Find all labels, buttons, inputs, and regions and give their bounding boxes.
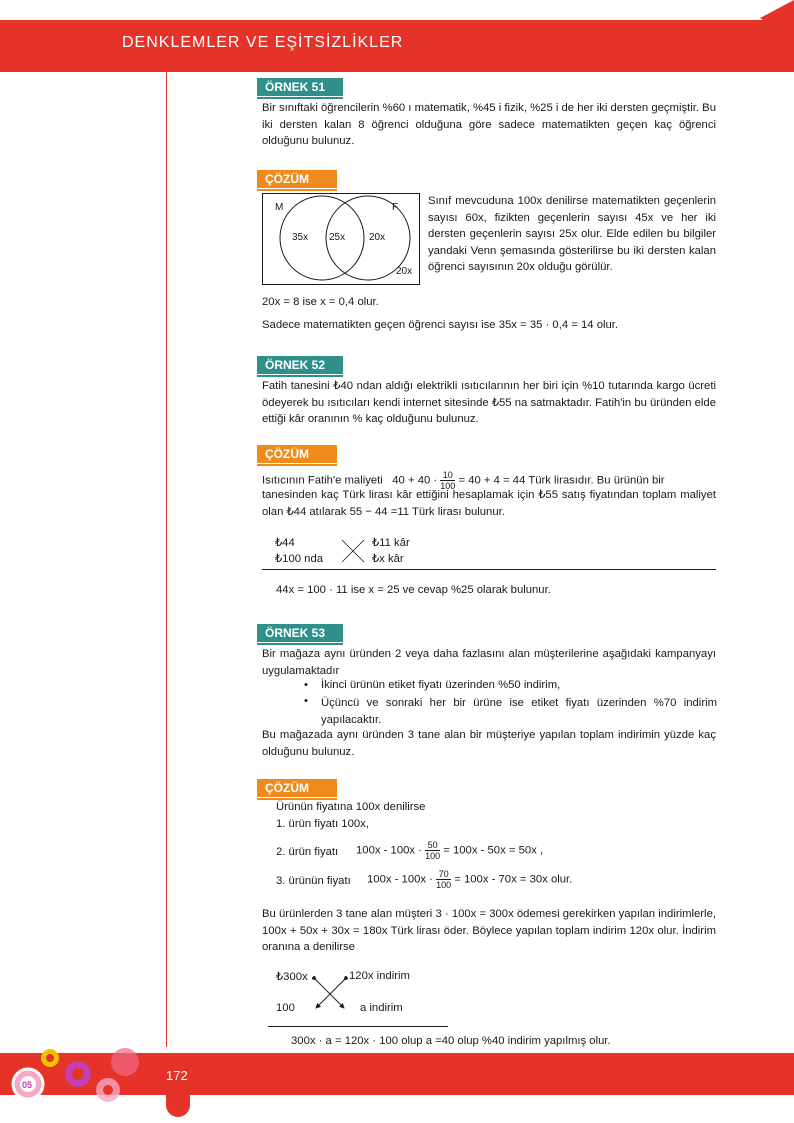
divider-line [262, 569, 716, 570]
proportion-52-left-2: ₺100 nda [275, 553, 324, 565]
bullet-icon: • [304, 679, 308, 691]
solution-53-paragraph: Bu ürünlerden 3 tane alan müşteri 3 · 100x = 300x ödemesi gerekirken yapılan indirimlerle, 100x + 50x + 30x = 180x Türk lirası öder. Böylece yapılan toplam indirim 120x olur. İndirim oranına a denilirse [262, 908, 716, 953]
example-52-label: ÖRNEK 52 [257, 356, 343, 374]
venn-label-m: M [275, 202, 284, 213]
cost-result: = 40 + 4 = 44 [458, 474, 526, 487]
solution-53-s4-expr: 100x - 100x · $\frac{70}{100}$ = 100x - 70x = 30x olur. [367, 869, 573, 890]
example-53-bullet1: İkinci ürünün etiket fiyatı üzerinden %50 indirim, [321, 679, 561, 691]
example-51-text: Bir sınıftaki öğrencilerin %60 ı matematik, %45 i fizik, %25 i de her iki dersten geçmiştir. Bu iki dersten kalan 8 öğrenci olduğuna göre sadece matematikten geçen kaç öğrenci olduğunu bulunuz. [262, 102, 716, 147]
divider-line [268, 1026, 448, 1027]
cross-arrows-icon [312, 976, 348, 1012]
example-53-intro: Bir mağaza aynı üründen 2 veya daha fazlasını alan müşterilerine aşağıdaki kampanyayı uygulamaktadır [262, 648, 716, 677]
proportion-53-left-2: 100 [276, 1002, 295, 1014]
corner-decoration [760, 0, 794, 40]
solution-52-result: 44x = 100 · 11 ise x = 25 ve cevap %25 olarak bulunur. [276, 584, 551, 596]
gear-label: 05 [22, 1080, 33, 1090]
solution-53-s1: Ürünün fiyatına 100x denilirse [276, 801, 426, 813]
venn-middle-value: 25x [329, 232, 346, 243]
cross-multiply-icon [340, 538, 366, 564]
cost-text-end: Türk lirasıdır. Bu ürünün bir [528, 474, 665, 487]
proportion-52-right-2: ₺x kâr [372, 553, 404, 565]
example-51-label: ÖRNEK 51 [257, 78, 343, 96]
venn-outside-value: 20x [396, 266, 413, 277]
venn-label-f: F [392, 202, 399, 213]
fraction-50-100: $\frac{50}{100}$ [425, 840, 441, 861]
solution-53-result: 300x · a = 120x · 100 olup a =40 olup %40 indirim yapılmış olur. [291, 1035, 611, 1047]
bullet-icon: • [304, 695, 308, 707]
proportion-53-left-1: ₺300x [276, 971, 308, 983]
proportion-53-right-2: a indirim [360, 1002, 403, 1014]
solution-53-label: ÇÖZÜM [257, 779, 337, 797]
solution-53-s3-label: 2. ürün fiyatı [276, 846, 339, 858]
solution-52-text: tanesinden kaç Türk lirası kâr ettiğini hesaplamak için ₺55 satış fiyatından toplam maliyet olan ₺44 atılarak 55 − 44 =11 Türk lirası bulunur. [262, 489, 716, 518]
cost-expression: 40 + 40 · [392, 474, 438, 487]
proportion-53-right-1: 120x indirim [349, 970, 410, 982]
solution-53-s2: 1. ürün fiyatı 100x, [276, 818, 369, 830]
gears-decoration-icon [0, 1040, 160, 1104]
solution-51-label: ÇÖZÜM [257, 170, 337, 188]
proportion-52-left-1: ₺44 [275, 537, 295, 549]
margin-line [166, 72, 167, 1047]
example-53-label: ÖRNEK 53 [257, 624, 343, 642]
solution-51-explanation: Sınıf mevcuduna 100x denilirse matematikten geçenlerin sayısı 60x, fizikten geçenlerin sayısı 45x ve her iki dersten geçenlerin sayısı 25x olur. Elde edilen bu bilgiler yandaki Venn şemasında gösterilirse bu iki dersten kalan öğrenci sayısının 20x olduğu görülür. [428, 195, 716, 273]
chapter-title: DENKLEMLER VE EŞİTSİZLİKLER [122, 34, 404, 51]
solution-52-label: ÇÖZÜM [257, 445, 337, 463]
venn-right-value: 20x [369, 232, 386, 243]
solution-51-line2: Sadece matematikten geçen öğrenci sayısı ise 35x = 35 · 0,4 = 14 olur. [262, 319, 619, 331]
cost-text: Isıtıcının Fatih'e maliyeti [262, 474, 383, 487]
solution-51-line1: 20x = 8 ise x = 0,4 olur. [262, 296, 379, 308]
page-tab [166, 1095, 190, 1117]
fraction-70-100: $\frac{70}{100}$ [436, 869, 452, 890]
example-52-text: Fatih tanesini ₺40 ndan aldığı elektrikli ısıtıcılarının her biri için %10 tutarında kargo ücreti ödeyerek bu ısıtıcıları kendi internet sitesinde ₺55 na satmaktadır. Fatih'in bu üründen elde ettiği kâr oranının % kaç olduğunu bulunuz. [262, 380, 716, 425]
solution-53-s4-label: 3. ürünün fiyatı [276, 875, 351, 887]
fraction-10-100: $\frac{10}{100}$ [440, 470, 456, 491]
example-53-bullet2: Üçüncü ve sonraki her bir ürüne ise etiket fiyatı üzerinden %70 indirim yapılacaktır. [321, 697, 717, 726]
page-number: 172 [166, 1068, 188, 1083]
proportion-52-right-1: ₺11 kâr [372, 537, 410, 549]
solution-53-s3-expr: 100x - 100x · $\frac{50}{100}$ = 100x - 50x = 50x , [356, 840, 544, 861]
venn-left-value: 35x [292, 232, 309, 243]
example-53-question: Bu mağazada aynı üründen 3 tane alan bir müşteriye yapılan toplam indirimin yüzde kaç olduğunu bulunuz. [262, 729, 716, 758]
